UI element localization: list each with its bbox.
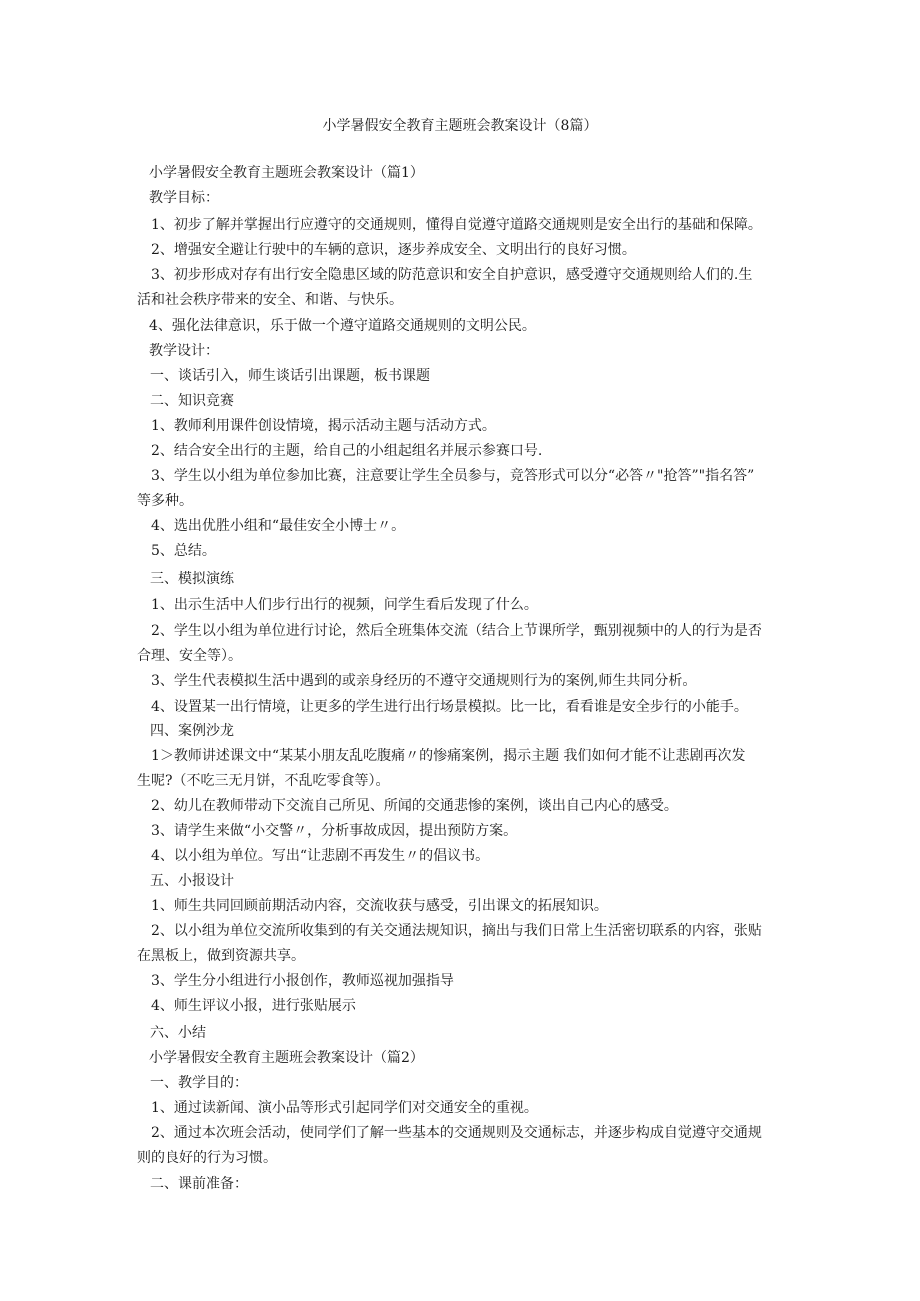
paragraph-line: 5、总结。 [151, 543, 216, 559]
paragraph-line: 2、学生以小组为单位进行讨论，然后全班集体交流（结合上节课所学，甄别视频中的人的行为是否 [151, 623, 762, 639]
document-title: 小学暑假安全教育主题班会教案设计（8篇） [322, 118, 598, 134]
paragraph-line: 4、选出优胜小组和“最佳安全小博士〃。 [151, 518, 406, 534]
heading-teaching-design: 教学设计： [149, 343, 219, 359]
heading-teaching-goals: 教学目标： [149, 190, 219, 206]
paragraph-line: 2、幼儿在教师带动下交流自己所见、所闻的交通悲惨的案例，谈出自己内心的感受。 [151, 798, 678, 814]
paragraph-line: 1、初步了解并掌握出行应遵守的交通规则，懂得自觉遵守道路交通规则是安全出行的基础和保障。 [151, 217, 762, 233]
section-heading-part-1: 小学暑假安全教育主题班会教案设计（篇1） [149, 165, 424, 181]
section-heading: 一、教学目的： [150, 1075, 248, 1091]
paragraph-line: 3、初步形成对存有出行安全隐患区域的防范意识和安全自护意识，感受遵守交通规则给人们的.生 [151, 267, 753, 283]
section-heading: 二、课前准备： [150, 1176, 248, 1192]
paragraph-line: 1、通过读新闻、演小品等形式引起同学们对交通安全的重视。 [151, 1100, 538, 1116]
paragraph-line: 1＞教师讲述课文中“某某小朋友乱吃腹痛〃的惨痛案例，揭示主题 我们如何才能不让悲剧再次发 [151, 748, 746, 764]
paragraph-line: 等多种。 [137, 493, 193, 509]
section-heading-part-2: 小学暑假安全教育主题班会教案设计（篇2） [149, 1050, 424, 1066]
section-heading: 五、小报设计 [150, 873, 234, 889]
paragraph-line: 1、出示生活中人们步行出行的视频，问学生看后发现了什么。 [151, 597, 538, 613]
paragraph-line: 4、强化法律意识，乐于做一个遵守道路交通规则的文明公民。 [149, 318, 536, 334]
paragraph-line: 2、以小组为单位交流所收集到的有关交通法规知识，摘出与我们日常上生活密切联系的内容，张贴 [151, 923, 762, 939]
paragraph-line: 生呢?（不吃三无月饼，不乱吃零食等）。 [137, 773, 390, 789]
section-heading: 二、知识竞赛 [150, 393, 234, 409]
paragraph-line: 活和社会秩序带来的安全、和谐、与快乐。 [137, 292, 403, 308]
paragraph-line: 2、结合安全出行的主题，给自己的小组起组名并展示参赛口号. [151, 443, 543, 459]
paragraph-line: 则的良好的行为习惯。 [137, 1150, 277, 1166]
paragraph-line: 3、学生代表模拟生活中遇到的或亲身经历的不遵守交通规则行为的案例,师生共同分析。 [151, 673, 697, 689]
section-heading: 四、案例沙龙 [150, 723, 234, 739]
paragraph-line: 2、通过本次班会活动，使同学们了解一些基本的交通规则及交通标志，并逐步构成自觉遵守交通规 [151, 1125, 762, 1141]
section-heading: 一、谈话引入，师生谈话引出课题，板书课题 [150, 368, 430, 384]
paragraph-line: 2、增强安全避让行驶中的车辆的意识，逐步养成安全、文明出行的良好习惯。 [151, 242, 636, 258]
paragraph-line: 3、学生以小组为单位参加比赛，注意要让学生全员参与，竞答形式可以分“必答〃"抢答”"指名答” [151, 468, 755, 484]
paragraph-line: 4、设置某一出行情境，让更多的学生进行出行场景模拟。比一比，看看谁是安全步行的小能手。 [151, 699, 748, 715]
paragraph-line: 4、以小组为单位。写出“让悲剧不再发生〃的倡议书。 [151, 848, 490, 864]
paragraph-line: 1、教师利用课件创设情境，揭示活动主题与活动方式。 [151, 418, 496, 434]
paragraph-line: 3、请学生来做“小交警〃，分析事故成因，提出预防方案。 [151, 823, 518, 839]
paragraph-line: 1、师生共同回顾前期活动内容，交流收获与感受，引出课文的拓展知识。 [151, 898, 608, 914]
paragraph-line: 3、学生分小组进行小报创作，教师巡视加强指导 [151, 973, 454, 989]
paragraph-line: 4、师生评议小报，进行张贴展示 [151, 998, 356, 1014]
paragraph-line: 在黑板上，做到资源共享。 [137, 948, 305, 964]
paragraph-line: 合理、安全等）。 [137, 648, 242, 664]
section-heading: 六、小结 [150, 1025, 206, 1041]
section-heading: 三、模拟演练 [150, 571, 234, 587]
